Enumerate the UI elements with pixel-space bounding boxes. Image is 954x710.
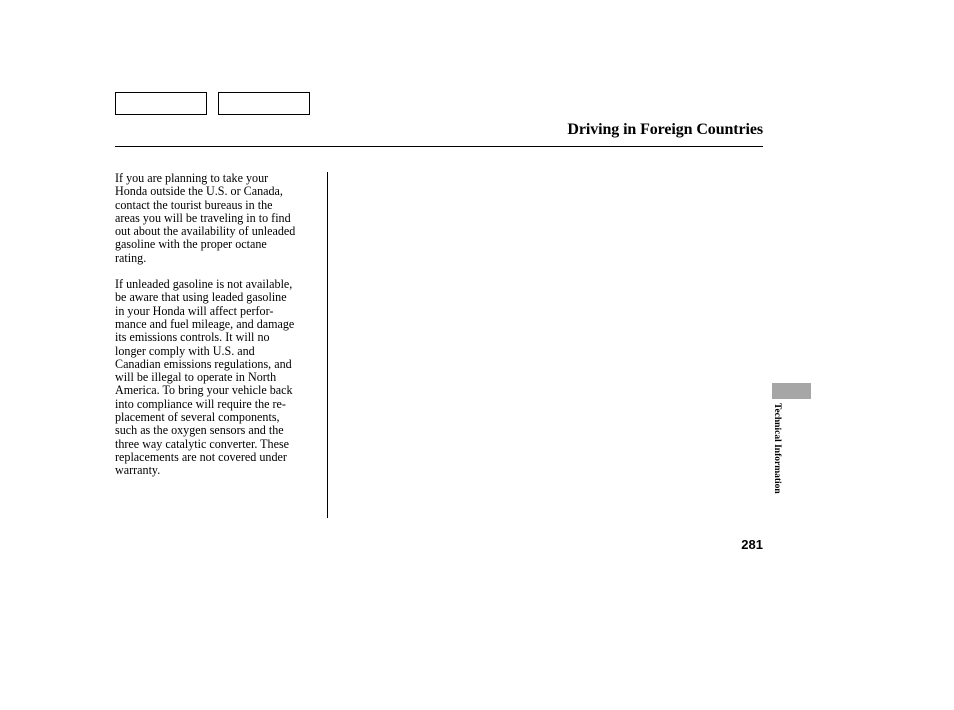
body-text-column [115,172,321,491]
text-line: replacements are not covered under [115,449,287,464]
page-title: Driving in Foreign Countries [567,121,763,138]
text-line: contact the tourist bureaus in the [115,197,273,212]
text-line: If you are planning to take your [115,171,269,185]
text-line: gasoline with the proper octane [115,237,267,252]
nav-button-previous[interactable] [115,92,207,115]
text-line: placement of several components, [115,410,280,425]
text-line: three way catalytic converter. These [115,436,290,451]
text-line: longer comply with U.S. and [115,343,255,358]
title-divider [115,146,763,147]
text-line: be aware that using leaded gasoline [115,290,287,305]
text-line: into compliance will require the re- [115,396,286,411]
text-line: Honda outside the U.S. or Canada, [115,184,283,199]
text-line: mance and fuel mileage, and damage [115,316,295,331]
text-line: its emissions controls. It will no [115,330,270,345]
section-label: Technical Information [772,403,782,494]
paragraph-leaded-gasoline-warning [115,278,321,477]
text-line: areas you will be traveling in to find [115,210,291,225]
text-line: Canadian emissions regulations, and [115,356,292,371]
paragraph-unleaded-availability [115,172,321,265]
text-line: out about the availability of unleaded [115,224,296,239]
text-line: in your Honda will affect perfor- [115,303,274,318]
column-divider [327,172,328,518]
text-line: warranty. [115,463,161,478]
text-line: such as the oxygen sensors and the [115,423,284,438]
page-number: 281 [741,537,763,552]
text-line: If unleaded gasoline is not available, [115,277,293,292]
section-tab-marker [772,383,811,399]
text-line: America. To bring your vehicle back [115,383,293,398]
nav-button-next[interactable] [218,92,310,115]
text-line: will be illegal to operate in North [115,370,277,385]
text-line: rating. [115,250,147,265]
